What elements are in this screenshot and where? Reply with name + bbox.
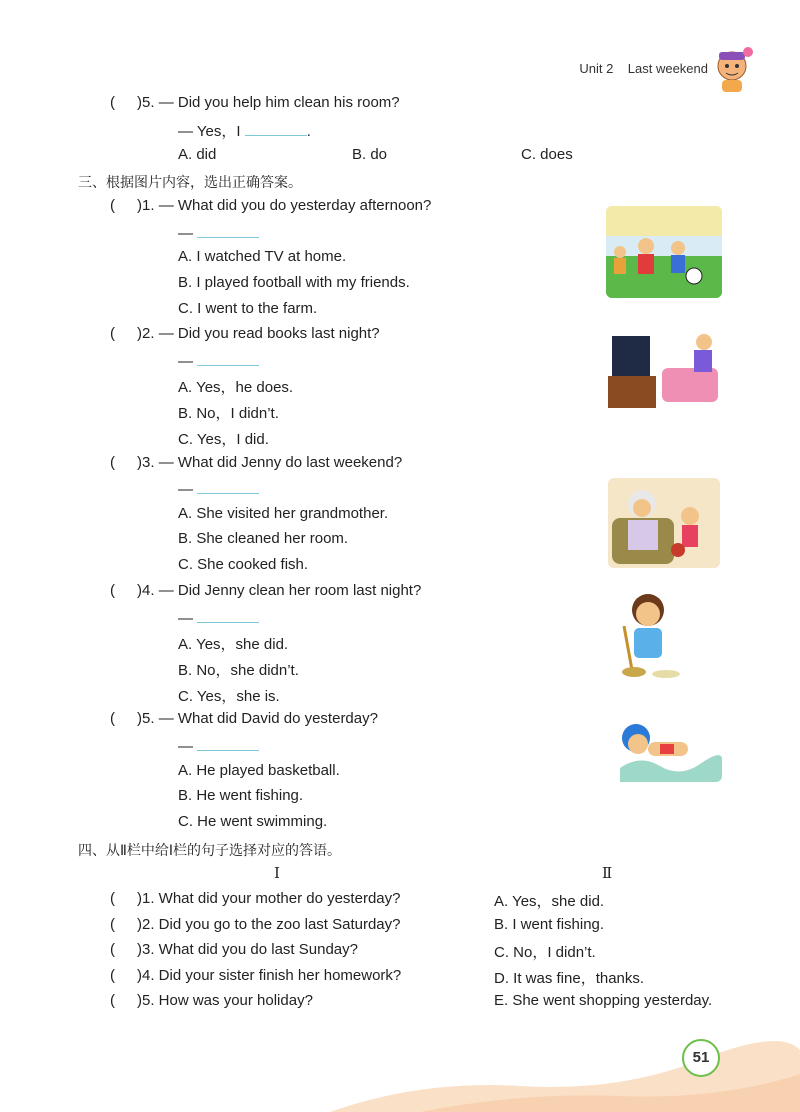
unit-label: Unit 2: [579, 61, 614, 76]
answer-paren-close: ): [137, 967, 142, 984]
s4-row-4: [110, 967, 401, 984]
s3-q1-option-b: B. I played football with my friends.: [178, 274, 410, 291]
question-text: — Did you help him clean his room?: [158, 94, 400, 111]
answer-blank[interactable]: [197, 736, 259, 751]
answer-paren-close: ): [137, 941, 142, 958]
s3-q2-option-a: A. Yes，he does.: [178, 379, 294, 396]
answer-paren-open[interactable]: (: [110, 916, 115, 933]
s3-q4-row: [110, 582, 421, 599]
answer-paren-close: ): [137, 454, 142, 471]
answer-paren-open[interactable]: (: [110, 992, 115, 1009]
s3-q5-option-a: A. He played basketball.: [178, 762, 340, 779]
column-2-item-c: C. No，I didn’t.: [494, 944, 596, 961]
s3-q2-reply: [178, 351, 259, 370]
answer-paren-close: ): [137, 325, 142, 342]
column-2-item-a: A. Yes，she did.: [494, 893, 605, 910]
s3-q5-reply: [178, 736, 259, 755]
answer-paren-close: ): [137, 582, 142, 599]
column-2-item-b: B. I went fishing.: [494, 916, 605, 933]
grandmother-picture: [608, 478, 720, 568]
section-3-title: 三、根据图片内容，选出正确答案。: [78, 175, 302, 191]
s3-q2-option-b: B. No，I didn’t.: [178, 405, 279, 422]
reply-dash: —: [178, 610, 193, 627]
question-number: 1.: [142, 197, 155, 214]
column-1-header: Ⅰ: [274, 864, 280, 882]
s3-q3-option-c: C. She cooked fish.: [178, 556, 309, 573]
s4-row-1: [110, 890, 400, 907]
answer-paren-open[interactable]: (: [110, 94, 115, 111]
column-2-item-e: E. She went shopping yesterday.: [494, 992, 713, 1009]
answer-paren-close: ): [137, 916, 142, 933]
s3-q3-reply: [178, 479, 259, 498]
tv-picture: [606, 326, 722, 412]
s3-q5-row: [110, 710, 378, 727]
answer-blank[interactable]: [197, 351, 259, 366]
answer-paren-open[interactable]: (: [110, 967, 115, 984]
reply-dash: —: [178, 738, 193, 755]
answer-paren-open[interactable]: (: [110, 325, 115, 342]
answer-paren-open[interactable]: (: [110, 890, 115, 907]
answer-blank[interactable]: [245, 121, 307, 136]
column-1-item: 5. How was your holiday?: [142, 992, 313, 1009]
q-prev-5-option-c: C. does: [521, 146, 573, 163]
reply-prefix: — Yes，I: [178, 123, 241, 140]
s3-q4-reply: [178, 608, 259, 627]
s3-q1-option-c: C. I went to the farm.: [178, 300, 318, 317]
s4-row-2: [110, 916, 401, 933]
s3-q1-option-a: A. I watched TV at home.: [178, 248, 347, 265]
s3-q3-row: [110, 454, 402, 471]
page-number: 51: [682, 1039, 720, 1077]
question-number: 4.: [142, 582, 155, 599]
question-number: 3.: [142, 454, 155, 471]
answer-blank[interactable]: [197, 608, 259, 623]
s3-q1-row: [110, 197, 431, 214]
running-header: [579, 61, 708, 76]
column-1-item: 3. What did you do last Sunday?: [142, 941, 358, 958]
s3-q5-option-b: B. He went fishing.: [178, 787, 304, 804]
answer-paren-open[interactable]: (: [110, 710, 115, 727]
s3-q4-option-b: B. No，she didn’t.: [178, 662, 299, 679]
answer-paren-close: ): [137, 94, 142, 111]
reply-dash: —: [178, 225, 193, 242]
unit-title: Last weekend: [627, 61, 708, 76]
q-prev-5-option-a: A. did: [178, 146, 217, 163]
swimming-picture: [610, 708, 722, 782]
reply-dash: —: [178, 353, 193, 370]
answer-paren-open[interactable]: (: [110, 941, 115, 958]
s3-q2-option-c: C. Yes，I did.: [178, 431, 269, 448]
question-text: — What did Jenny do last weekend?: [158, 454, 403, 471]
s3-q1-reply: [178, 223, 259, 242]
question-text: — What did David do yesterday?: [158, 710, 378, 727]
q-prev-5-row: [110, 94, 400, 111]
column-1-item: 4. Did your sister finish her homework?: [142, 967, 402, 984]
s3-q5-option-c: C. He went swimming.: [178, 813, 328, 830]
footer-wave: [0, 1040, 800, 1112]
q-prev-5-option-b: B. do: [352, 146, 388, 163]
football-picture: [606, 206, 722, 298]
s3-q4-option-a: A. Yes，she did.: [178, 636, 289, 653]
answer-paren-close: ): [137, 992, 142, 1009]
s3-q3-option-a: A. She visited her grandmother.: [178, 505, 389, 522]
reply-dash: —: [178, 481, 193, 498]
reply-suffix: .: [306, 123, 311, 140]
answer-paren-close: ): [137, 710, 142, 727]
section-4-title: 四、从Ⅱ栏中给Ⅰ栏的句子选择对应的答语。: [78, 843, 342, 859]
s4-row-3: [110, 941, 358, 958]
s3-q3-option-b: B. She cleaned her room.: [178, 530, 349, 547]
answer-paren-close: ): [137, 890, 142, 907]
answer-paren-open[interactable]: (: [110, 582, 115, 599]
column-1-item: 2. Did you go to the zoo last Saturday?: [142, 916, 401, 933]
s4-row-5: [110, 992, 313, 1009]
girl-sweeping-picture: [606, 586, 690, 682]
question-number: 5.: [142, 94, 155, 111]
answer-paren-open[interactable]: (: [110, 197, 115, 214]
question-text: — What did you do yesterday afternoon?: [158, 197, 432, 214]
s3-q4-option-c: C. Yes，she is.: [178, 688, 280, 705]
column-2-header: Ⅱ: [602, 864, 613, 882]
s3-q2-row: [110, 325, 380, 342]
answer-blank[interactable]: [197, 479, 259, 494]
mascot-icon: [712, 42, 756, 94]
column-1-item: 1. What did your mother do yesterday?: [142, 890, 401, 907]
answer-paren-open[interactable]: (: [110, 454, 115, 471]
answer-paren-close: ): [137, 197, 142, 214]
answer-blank[interactable]: [197, 223, 259, 238]
q-prev-5-reply: [178, 120, 311, 141]
column-2-item-d: D. It was fine，thanks.: [494, 970, 645, 987]
question-number: 5.: [142, 710, 155, 727]
question-number: 2.: [142, 325, 155, 342]
question-text: — Did Jenny clean her room last night?: [158, 582, 422, 599]
question-text: — Did you read books last night?: [158, 325, 380, 342]
